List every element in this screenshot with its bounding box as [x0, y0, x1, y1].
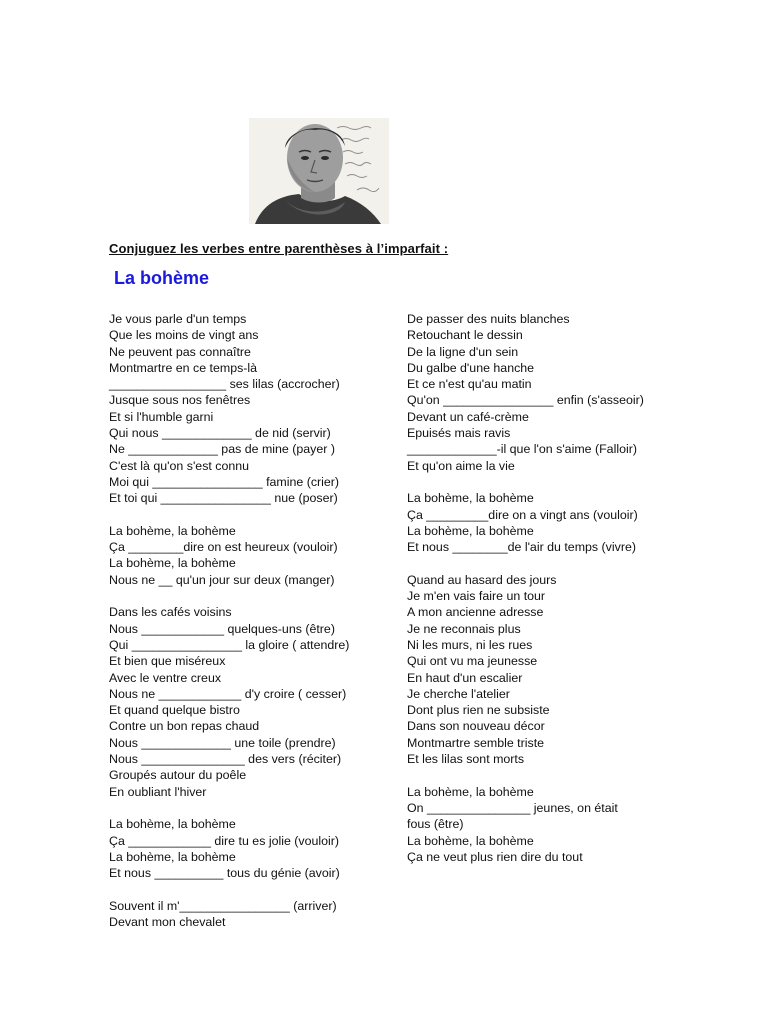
lyric-line: Je vous parle d'un temps [109, 312, 247, 326]
lyric-line: Et ce n'est qu'au matin [407, 377, 532, 392]
lyric-line: Moi qui ________________ famine (crier) [109, 474, 340, 489]
stanza-gap [109, 588, 399, 604]
lyric-line: Ni les murs, ni les rues [407, 637, 533, 652]
lyric-line: Ça ____________ dire tu es jolie (vouloir) [109, 833, 340, 848]
lyric-line: Du galbe d'une hanche [407, 360, 535, 375]
lyric-line: Nous _______________ des vers (réciter) [109, 752, 342, 767]
lyric-line: Nous _____________ une toile (prendre) [109, 735, 336, 750]
lyric-line: Contre un bon repas chaud [109, 719, 260, 734]
lyric-line: La bohème, la bohème [407, 784, 534, 799]
lyrics-left-column [109, 311, 399, 930]
lyric-line: La bohème, la bohème [407, 491, 534, 506]
lyric-line: Quand au hasard des jours [407, 572, 557, 587]
lyric-line: Je m'en vais faire un tour [407, 589, 546, 604]
lyric-line: Et toi qui ________________ nue (poser) [109, 491, 338, 506]
lyric-line: Nous ne __ qu'un jour sur deux (manger) [109, 572, 335, 587]
lyric-line: Je cherche l'atelier [407, 686, 510, 701]
lyric-line: La bohème, la bohème [407, 523, 534, 538]
lyric-line: Dans les cafés voisins [109, 605, 232, 620]
lyric-line: Jusque sous nos fenêtres [109, 393, 251, 408]
lyric-line: Retouchant le dessin [407, 328, 523, 343]
lyric-line: Devant mon chevalet [109, 914, 226, 929]
lyric-line: Ne _____________ pas de mine (payer ) [109, 442, 335, 457]
lyric-line: De passer des nuits blanches [407, 312, 570, 326]
song-title: La bohème [114, 268, 210, 288]
lyric-line: La bohème, la bohème [109, 817, 236, 832]
lyric-line: fous (être) [407, 817, 464, 832]
stanza-gap [407, 555, 697, 571]
lyric-line: Et si l'humble garni [109, 409, 214, 424]
lyric-line: A mon ancienne adresse [407, 605, 544, 620]
lyric-line: Avec le ventre creux [109, 670, 222, 685]
lyric-line: Montmartre en ce temps-là [109, 360, 258, 375]
lyric-line: De la ligne d'un sein [407, 344, 519, 359]
lyric-line: Ça ne veut plus rien dire du tout [407, 849, 583, 864]
lyric-line: En haut d'un escalier [407, 670, 523, 685]
lyric-line: La bohème, la bohème [109, 523, 236, 538]
lyric-line: Qui ont vu ma jeunesse [407, 654, 538, 669]
lyric-line: Je ne reconnais plus [407, 621, 521, 636]
lyrics-right-column [407, 311, 697, 865]
portrait-illustration [249, 118, 389, 224]
lyric-line: _____________-il que l'on s'aime (Falloir) [407, 442, 637, 457]
lyric-line: Et bien que miséreux [109, 654, 226, 669]
lyric-line: En oubliant l'hiver [109, 784, 207, 799]
lyric-line: Ça _________dire on a vingt ans (vouloir) [407, 507, 638, 522]
lyric-line: Nous ne ____________ d'y croire ( cesser) [109, 686, 347, 701]
lyric-line: Qui nous _____________ de nid (servir) [109, 426, 331, 441]
stanza-gap [109, 881, 399, 897]
lyric-line: Dont plus rien ne subsiste [407, 703, 550, 718]
lyric-line: La bohème, la bohème [109, 849, 236, 864]
lyric-line: Qu'on ________________ enfin (s'asseoir) [407, 393, 644, 408]
lyric-line: C'est là qu'on s'est connu [109, 458, 250, 473]
lyric-line: _________________ ses lilas (accrocher) [109, 377, 340, 392]
lyric-line: La bohème, la bohème [109, 556, 236, 571]
lyric-line: Souvent il m'________________ (arriver) [109, 898, 337, 913]
lyric-line: Devant un café-crème [407, 409, 529, 424]
stanza-gap [109, 800, 399, 816]
lyric-line: Et nous ________de l'air du temps (vivre) [407, 540, 636, 555]
stanza-gap [407, 767, 697, 783]
lyric-line: Montmartre semble triste [407, 735, 545, 750]
lyric-line: Groupés autour du poêle [109, 768, 247, 783]
lyric-line: Qui ________________ la gloire ( attendre) [109, 637, 350, 652]
lyric-line: Et quand quelque bistro [109, 703, 240, 718]
stanza-gap [109, 507, 399, 523]
lyric-line: Et qu'on aime la vie [407, 458, 515, 473]
exercise-instruction: Conjuguez les verbes entre parenthèses à l’imparfait : [109, 241, 449, 256]
lyric-line: Et les lilas sont morts [407, 752, 525, 767]
lyric-line: On _______________ jeunes, on était [407, 800, 618, 815]
lyric-line: La bohème, la bohème [407, 833, 534, 848]
lyric-line: Et nous __________ tous du génie (avoir) [109, 866, 340, 881]
lyric-line: Que les moins de vingt ans [109, 328, 259, 343]
lyric-line: Nous ____________ quelques-uns (être) [109, 621, 335, 636]
portrait-photo [249, 118, 389, 224]
lyric-line: Ne peuvent pas connaître [109, 344, 251, 359]
lyric-line: Ça ________dire on est heureux (vouloir) [109, 540, 338, 555]
stanza-gap [407, 474, 697, 490]
lyric-line: Dans son nouveau décor [407, 719, 545, 734]
lyric-line: Epuisés mais ravis [407, 426, 511, 441]
